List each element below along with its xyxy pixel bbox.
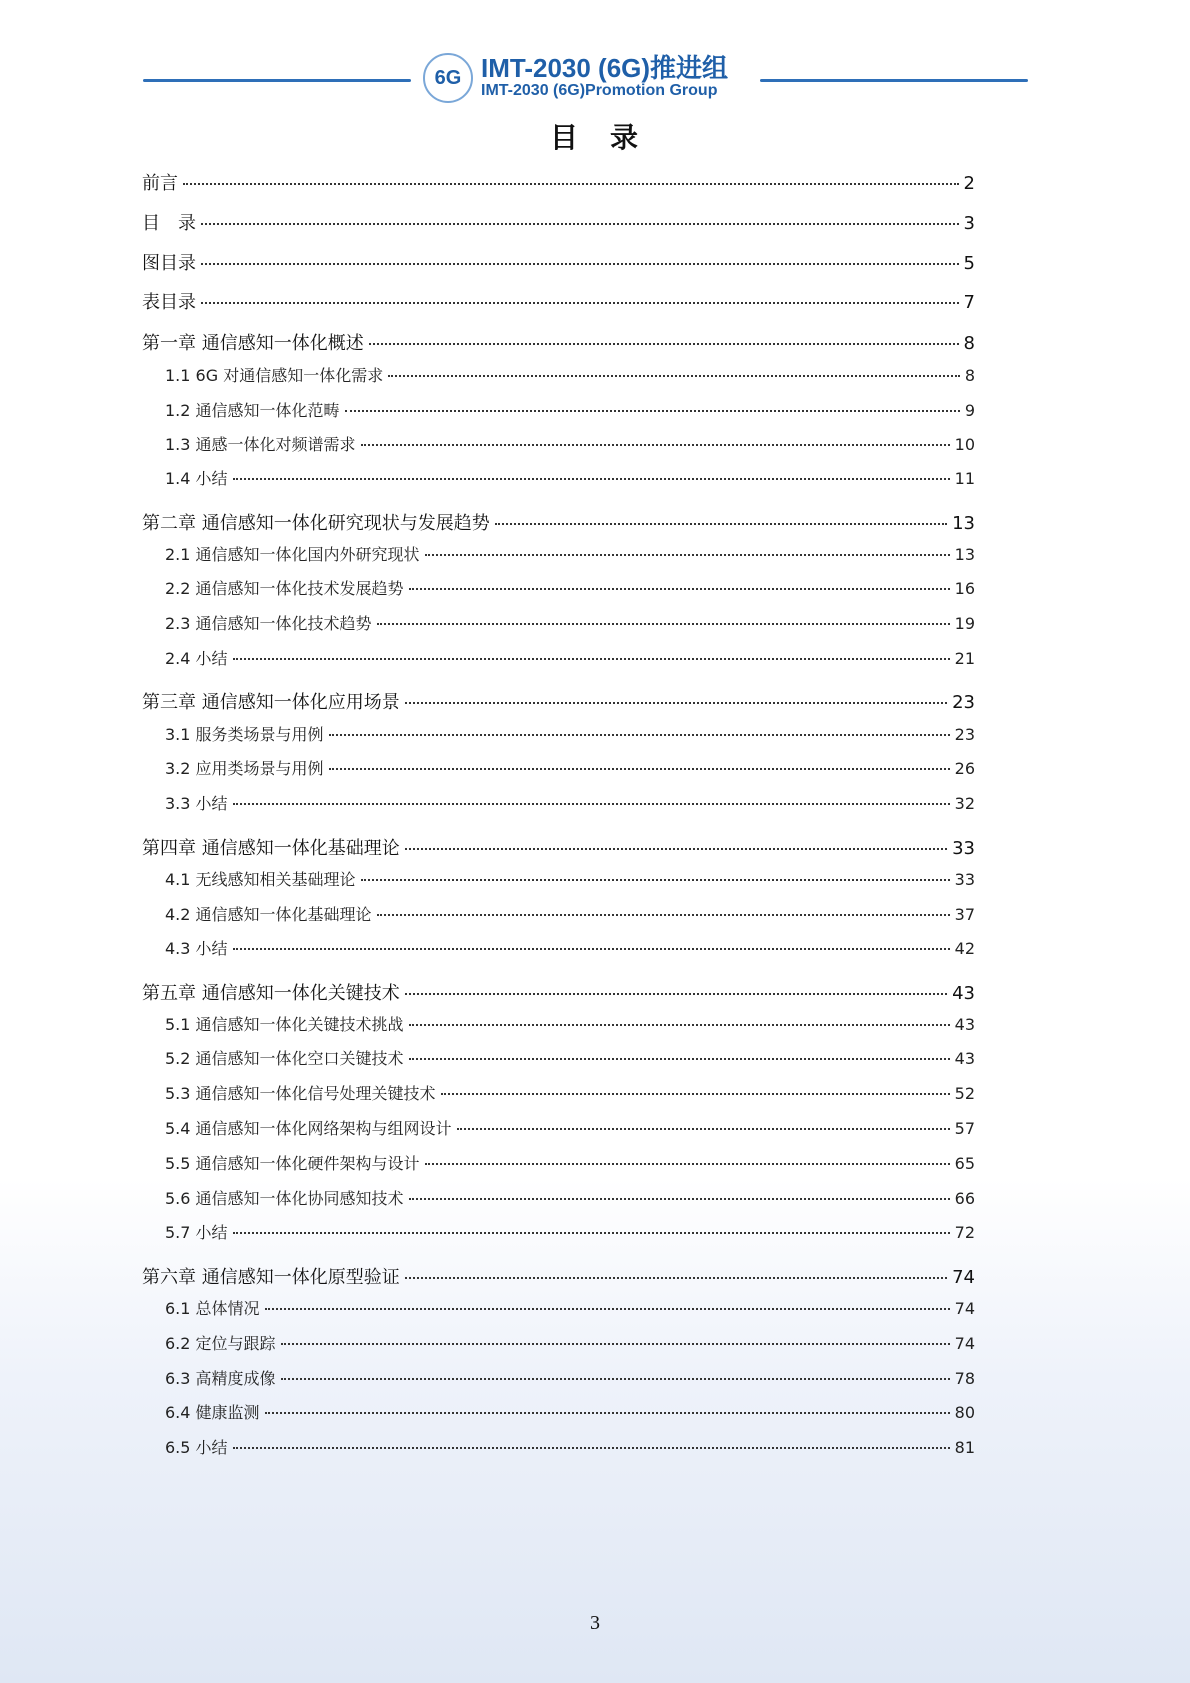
toc-entry-label: 6.1 总体情况: [165, 1299, 260, 1318]
toc-entry-label: 6.3 高精度成像: [165, 1369, 276, 1388]
toc-entry[interactable]: [165, 466, 975, 489]
toc-leader-dots: [425, 1163, 950, 1165]
toc-leader-dots: [409, 1198, 950, 1200]
toc-leader-dots: [265, 1308, 950, 1310]
toc-entry-label: 6.4 健康监测: [165, 1403, 260, 1422]
toc-entry[interactable]: [142, 209, 975, 235]
toc-leader-dots: [233, 803, 950, 805]
toc-entry-label: 3.3 小结: [165, 794, 228, 813]
toc-entry[interactable]: [142, 249, 975, 275]
toc-entry-label: 第四章 通信感知一体化基础理论: [142, 838, 400, 859]
toc-entry-label: 3.2 应用类场景与用例: [165, 759, 324, 778]
toc-entry[interactable]: [165, 1186, 975, 1209]
toc-entry-label: 4.2 通信感知一体化基础理论: [165, 905, 372, 924]
toc-entry-label: 5.4 通信感知一体化网络架构与组网设计: [165, 1119, 452, 1138]
toc-leader-dots: [377, 623, 950, 625]
toc-leader-dots: [329, 734, 950, 736]
toc-entry-label: 1.1 6G 对通信感知一体化需求: [165, 366, 384, 385]
toc-entry-label: 第二章 通信感知一体化研究现状与发展趋势: [142, 513, 490, 534]
toc-entry-label: 2.4 小结: [165, 649, 228, 668]
toc-entry-page: 81: [954, 1438, 975, 1457]
toc-entry[interactable]: [142, 509, 975, 535]
toc-entry[interactable]: [165, 722, 975, 745]
toc-entry-page: 74: [954, 1334, 975, 1353]
toc-entry-label: 1.3 通感一体化对频谱需求: [165, 435, 356, 454]
toc-entry[interactable]: [165, 1220, 975, 1243]
toc-entry[interactable]: [165, 1400, 975, 1423]
toc-entry-page: 57: [954, 1119, 975, 1138]
toc-leader-dots: [441, 1093, 950, 1095]
toc-leader-dots: [361, 444, 950, 446]
toc-leader-dots: [405, 702, 947, 704]
header-rule-right: [760, 79, 1028, 82]
toc-entry-page: 33: [954, 870, 975, 889]
toc-entry-page: 9: [964, 401, 975, 420]
brand-en: IMT-2030 (6G)Promotion Group: [481, 82, 718, 99]
toc-leader-dots: [409, 588, 950, 590]
toc-entry[interactable]: [165, 1081, 975, 1104]
page-title: 目 录: [549, 121, 640, 154]
toc-entry-page: 23: [954, 725, 975, 744]
toc-leader-dots: [183, 183, 959, 185]
logo-text: 6G: [434, 66, 462, 89]
toc-entry-page: 11: [954, 469, 975, 488]
brand-cn: IMT-2030 (6G)推进组: [481, 53, 729, 83]
toc-entry[interactable]: [165, 902, 975, 925]
toc-leader-dots: [405, 993, 947, 995]
toc-entry-label: 第五章 通信感知一体化关键技术: [142, 983, 400, 1004]
toc-entry-page: 52: [954, 1084, 975, 1103]
toc-entry[interactable]: [165, 363, 975, 386]
toc-entry[interactable]: [165, 1435, 975, 1458]
toc-entry[interactable]: [142, 688, 975, 714]
toc-entry-label: 表目录: [142, 292, 196, 313]
toc-entry[interactable]: [165, 1331, 975, 1354]
toc-entry-label: 3.1 服务类场景与用例: [165, 725, 324, 744]
toc-entry-label: 第一章 通信感知一体化概述: [142, 333, 364, 354]
toc-entry-page: 23: [952, 692, 975, 713]
toc-entry-page: 21: [954, 649, 975, 668]
toc-leader-dots: [405, 1277, 947, 1279]
toc-entry-page: 32: [954, 794, 975, 813]
toc-entry[interactable]: [165, 867, 975, 890]
toc-entry[interactable]: [142, 288, 975, 314]
toc-leader-dots: [369, 343, 959, 345]
toc-entry[interactable]: [165, 936, 975, 959]
toc-leader-dots: [201, 302, 959, 304]
toc-entry-label: 4.3 小结: [165, 939, 228, 958]
toc-entry-label: 1.4 小结: [165, 469, 228, 488]
toc-leader-dots: [233, 658, 950, 660]
toc-entry[interactable]: [142, 1263, 975, 1289]
toc-entry[interactable]: [165, 398, 975, 421]
toc-leader-dots: [265, 1412, 950, 1414]
toc-leader-dots: [361, 879, 950, 881]
toc-entry-page: 43: [954, 1015, 975, 1034]
toc-leader-dots: [409, 1024, 950, 1026]
toc-entry[interactable]: [165, 432, 975, 455]
toc-entry-page: 74: [952, 1267, 975, 1288]
toc-entry-page: 72: [954, 1223, 975, 1242]
toc-leader-dots: [233, 1232, 950, 1234]
toc-entry-label: 5.7 小结: [165, 1223, 228, 1242]
toc-entry-page: 13: [952, 513, 975, 534]
toc-entry[interactable]: [165, 1046, 975, 1069]
toc-leader-dots: [281, 1378, 950, 1380]
toc-leader-dots: [233, 948, 950, 950]
toc-entry-page: 42: [954, 939, 975, 958]
toc-entry-page: 65: [954, 1154, 975, 1173]
toc-entry[interactable]: [165, 1366, 975, 1389]
toc-entry-page: 74: [954, 1299, 975, 1318]
toc-entry[interactable]: [142, 979, 975, 1005]
toc-entry[interactable]: [142, 169, 975, 195]
toc-leader-dots: [201, 223, 959, 225]
toc-leader-dots: [345, 410, 960, 412]
toc-entry-page: 19: [954, 614, 975, 633]
toc-entry-label: 6.5 小结: [165, 1438, 228, 1457]
toc-entry-page: 66: [954, 1189, 975, 1208]
toc-entry[interactable]: [165, 1012, 975, 1035]
toc-entry-page: 2: [963, 173, 975, 194]
toc-leader-dots: [233, 478, 950, 480]
toc-entry-label: 2.1 通信感知一体化国内外研究现状: [165, 545, 420, 564]
toc-entry[interactable]: [165, 1116, 975, 1139]
toc-entry-page: 7: [963, 292, 975, 313]
toc-entry-label: 5.3 通信感知一体化信号处理关键技术: [165, 1084, 436, 1103]
toc-entry-page: 33: [952, 838, 975, 859]
toc-entry-page: 43: [952, 983, 975, 1004]
header-rule-left: [143, 79, 411, 82]
toc-entry-page: 78: [954, 1369, 975, 1388]
toc-entry-page: 13: [954, 545, 975, 564]
toc-entry-page: 80: [954, 1403, 975, 1422]
toc-entry[interactable]: [165, 646, 975, 669]
toc-entry-label: 5.1 通信感知一体化关键技术挑战: [165, 1015, 404, 1034]
toc-leader-dots: [495, 523, 947, 525]
toc-entry-page: 8: [964, 366, 975, 385]
toc-entry-page: 37: [954, 905, 975, 924]
toc-leader-dots: [409, 1058, 950, 1060]
toc-entry[interactable]: [165, 576, 975, 599]
toc-entry-label: 4.1 无线感知相关基础理论: [165, 870, 356, 889]
toc-entry-label: 2.3 通信感知一体化技术趋势: [165, 614, 372, 633]
toc-leader-dots: [233, 1447, 950, 1449]
toc-entry-page: 16: [954, 579, 975, 598]
toc-entry-label: 图目录: [142, 253, 196, 274]
toc-entry-page: 10: [954, 435, 975, 454]
toc-entry[interactable]: [165, 1151, 975, 1174]
toc-leader-dots: [425, 554, 950, 556]
toc-entry[interactable]: [165, 756, 975, 779]
page-number: 3: [590, 1612, 600, 1634]
toc-entry-label: 目 录: [142, 213, 196, 234]
toc-entry[interactable]: [165, 611, 975, 634]
toc-entry-label: 第六章 通信感知一体化原型验证: [142, 1267, 400, 1288]
toc-entry-label: 5.6 通信感知一体化协同感知技术: [165, 1189, 404, 1208]
toc-entry-label: 前言: [142, 173, 178, 194]
toc-leader-dots: [201, 263, 959, 265]
toc-entry-label: 5.2 通信感知一体化空口关键技术: [165, 1049, 404, 1068]
logo-6g-icon: [423, 53, 473, 103]
toc-entry[interactable]: [142, 329, 975, 355]
toc-entry-page: 26: [954, 759, 975, 778]
toc-leader-dots: [457, 1128, 950, 1130]
toc-entry-page: 5: [963, 253, 975, 274]
toc-entry-label: 5.5 通信感知一体化硬件架构与设计: [165, 1154, 420, 1173]
toc-entry[interactable]: [165, 1296, 975, 1319]
brand: [481, 54, 728, 100]
toc-leader-dots: [405, 848, 947, 850]
toc-entry-label: 第三章 通信感知一体化应用场景: [142, 692, 400, 713]
toc-entry-label: 1.2 通信感知一体化范畴: [165, 401, 340, 420]
toc-leader-dots: [388, 375, 960, 377]
toc-leader-dots: [329, 768, 950, 770]
toc-leader-dots: [281, 1343, 950, 1345]
toc-entry-page: 8: [963, 333, 975, 354]
toc-entry-page: 3: [963, 213, 975, 234]
toc-leader-dots: [377, 914, 950, 916]
toc-entry[interactable]: [165, 791, 975, 814]
toc-entry-page: 43: [954, 1049, 975, 1068]
toc-entry[interactable]: [165, 542, 975, 565]
toc-entry[interactable]: [142, 834, 975, 860]
toc-entry-label: 6.2 定位与跟踪: [165, 1334, 276, 1353]
toc-entry-label: 2.2 通信感知一体化技术发展趋势: [165, 579, 404, 598]
